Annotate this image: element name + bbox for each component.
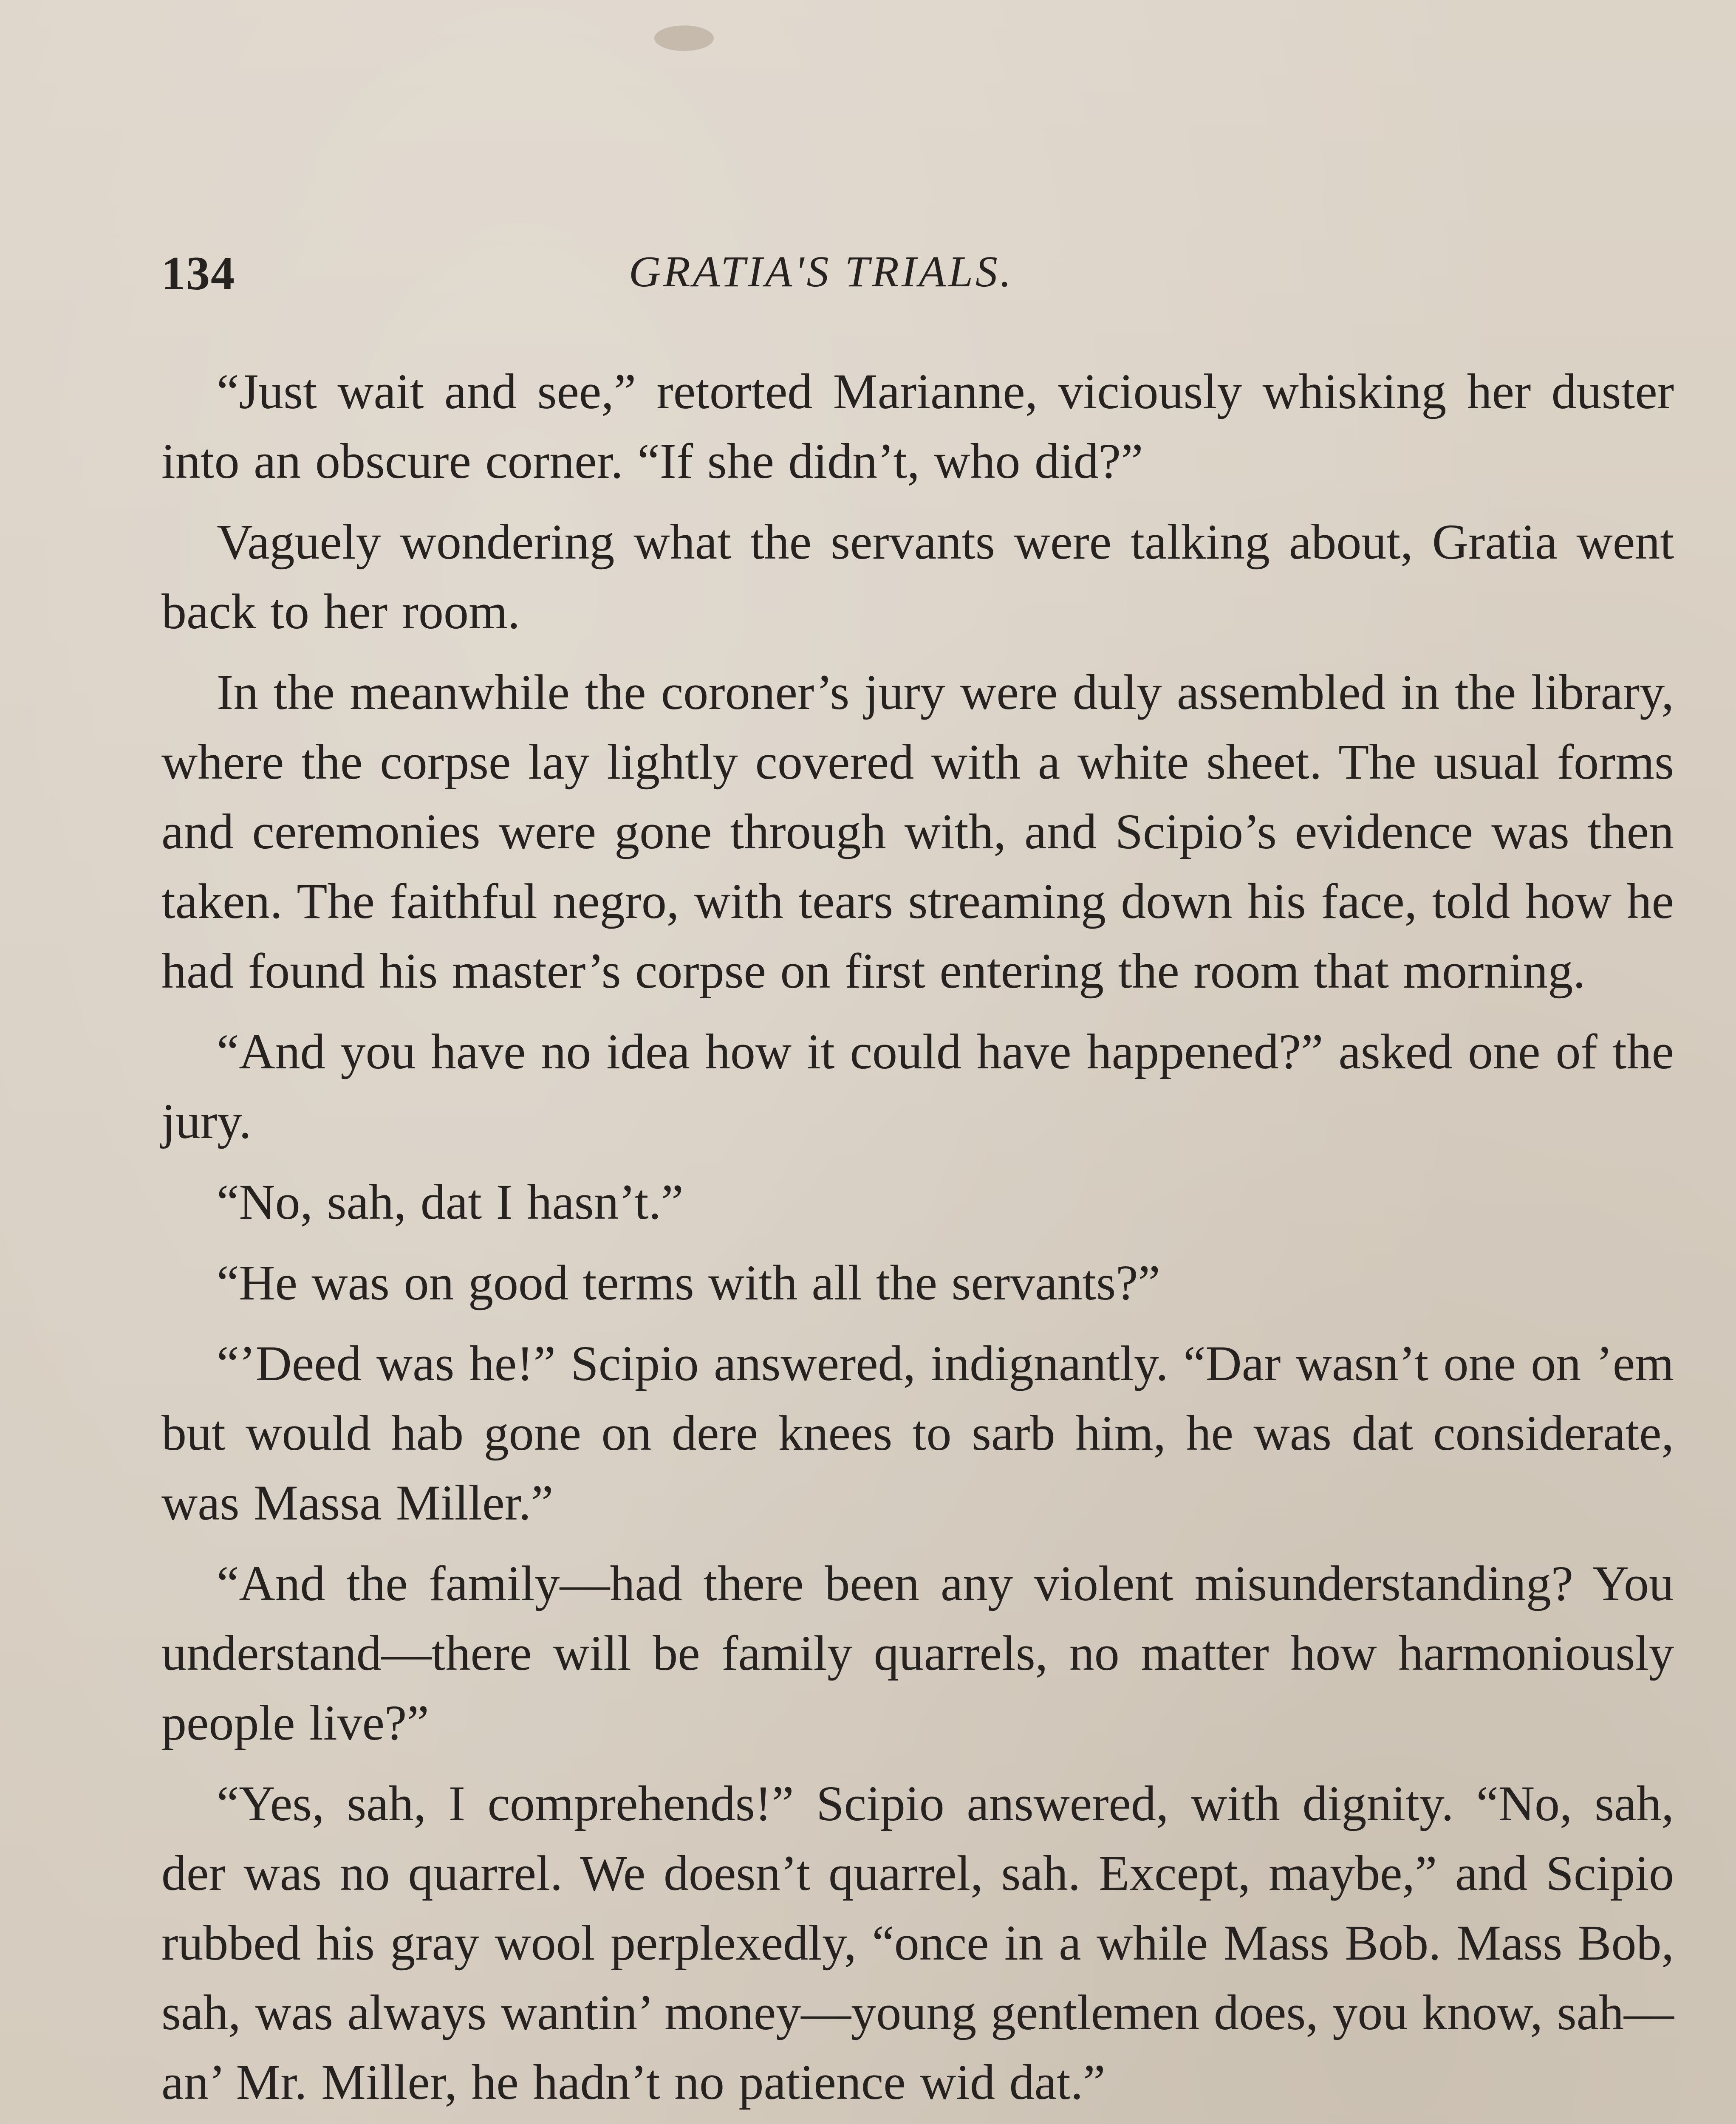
body-text: [161, 357, 1674, 2124]
paper-stain: [654, 25, 714, 51]
page-number: 134: [161, 247, 235, 300]
paragraph: “’Deed was he!” Scipio answered, indignantly. “Dar wasn’t one on ’em but would hab gone on dere knees to sarb him, he was dat considerate, was Massa Miller.”: [161, 1336, 1674, 1531]
paragraph: “He was on good terms with all the servants?”: [217, 1255, 1160, 1311]
paragraph: “And the family—had there been any violent misunderstanding? You understand—there will be family quarrels, no matter how harmoniously people live?”: [161, 1556, 1674, 1751]
running-head: [161, 238, 1674, 302]
paragraph: “No, sah, dat I hasn’t.”: [217, 1174, 684, 1230]
paragraph: “Just wait and see,” retorted Marianne, viciously whisking her duster into an obscure corner. “If she didn’t, who did?”: [161, 364, 1674, 489]
paragraph: Vaguely wondering what the servants were talking about, Gratia went back to her room.: [161, 514, 1674, 639]
paragraph: “And you have no idea how it could have happened?” asked one of the jury.: [161, 1024, 1674, 1149]
paragraph: “Yes, sah, I comprehends!” Scipio answered, with dignity. “No, sah, der was no quarrel. We doesn’t quarrel, sah. Except, maybe,” and Scipio rubbed his gray wool perplexedly, “once in a while Mass Bob. Mass Bob, sah, was always wantin’ money—young gentlemen does, you know, sah—an’ Mr. Miller, he hadn’t no patience wid dat.”: [161, 1776, 1674, 2110]
running-title: GRATIA'S TRIALS.: [629, 247, 1014, 296]
paragraph: In the meanwhile the coroner’s jury were duly assembled in the library, where the corpse lay lightly covered with a white sheet. The usual forms and ceremonies were gone through with, and Scipio’s evidence was then taken. The faithful negro, with tears streaming down his face, told how he had found his master’s corpse on first entering the room that morning.: [161, 664, 1674, 999]
